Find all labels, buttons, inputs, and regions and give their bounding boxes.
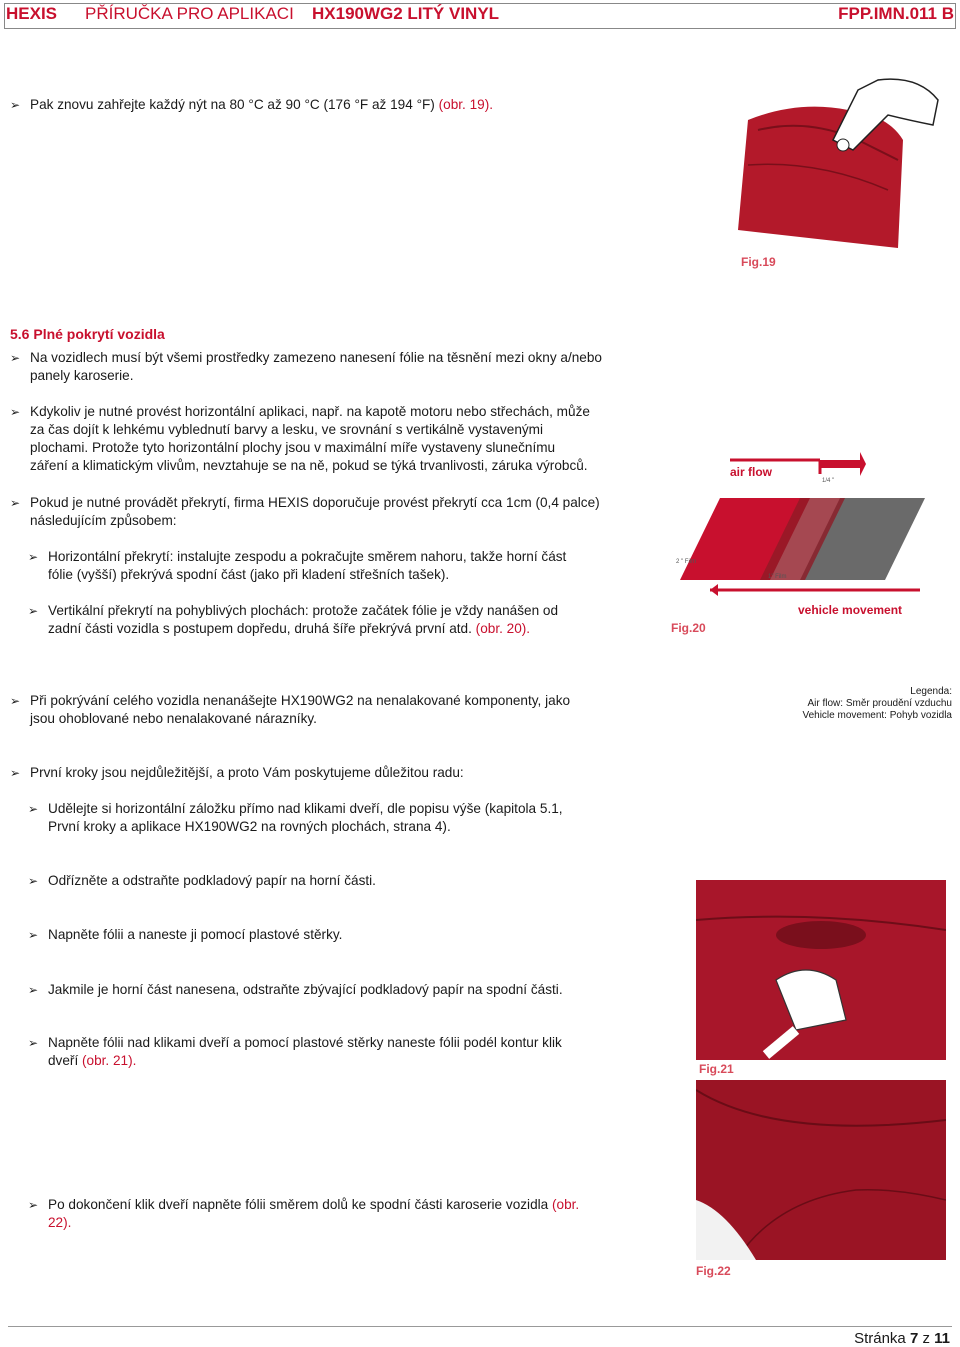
svg-text:2 " Film: 2 " Film [676, 559, 697, 565]
bullet-fold: ➢ Udělejte si horizontální záložku přímo nad klikami dveří, dle popisu výše (kapitola 5.1, První kroky a aplikace HX190WG2 na rovných plochách, strana 4). [28, 801, 563, 834]
bullet-vertical-overlap: ➢ Vertikální překrytí na pohyblivých plochách: protože začátek fólie je vždy nanášen od zadní části vozidla s postupem dopředu, druhá šíře překrývá první atd. (obr. 20). [28, 603, 559, 636]
svg-text:1" Film: 1" Film [768, 574, 787, 580]
bullet-unpainted: ➢ Při pokrývání celého vozidla nenanášejte HX190WG2 na nenalakované komponenty, jako jsou ohoblované nebo nenalakované nárazníky. [10, 693, 571, 726]
bullet-arrow-icon: ➢ [28, 802, 39, 816]
bullet-arrow-icon: ➢ [28, 604, 39, 618]
bullet-remove-paper: ➢ Jakmile je horní část nanesena, odstraňte zbývající podkladový papír na spodní části. [28, 982, 563, 997]
bullet-arrow-icon: ➢ [10, 351, 21, 365]
bullet-arrow-icon: ➢ [28, 874, 39, 888]
figure-21-image [696, 880, 946, 1060]
bullet-arrow-icon: ➢ [28, 1198, 39, 1212]
header-code: FPP.IMN.011 B [838, 4, 954, 23]
bullet-arrow-icon: ➢ [10, 694, 21, 708]
header-brand: HEXIS [6, 4, 58, 23]
page-footer: Stránka 7 z 11 [854, 1330, 950, 1347]
figure-22-label: Fig.22 [696, 1264, 731, 1278]
figure-22-image [696, 1080, 946, 1260]
bullet-arrow-icon: ➢ [10, 766, 21, 780]
bullet-overlap: ➢ Pokud je nutné provádět překrytí, firma HEXIS doporučuje provést překrytí cca 1cm (0,4 palce) následujícím způsobem: [10, 495, 600, 528]
figure-20-label: Fig.20 [671, 621, 706, 635]
footer-divider [8, 1326, 952, 1327]
svg-text:1/4 ": 1/4 " [822, 478, 835, 484]
figure-21-label: Fig.21 [699, 1062, 734, 1076]
bullet-cut-paper: ➢ Odřízněte a odstraňte podkladový papír na horní části. [28, 873, 376, 888]
vehicle-movement-label: vehicle movement [798, 603, 903, 617]
bullet-arrow-icon: ➢ [10, 98, 21, 112]
section-title: 5.6 Plné pokrytí vozidla [10, 326, 165, 342]
bullet-arrow-icon: ➢ [10, 496, 21, 510]
legend: Legenda: Air flow: Směr proudění vzduchu Vehicle movement: Pohyb vozidla [802, 686, 952, 721]
bullet-seals: ➢ Na vozidlech musí být všemi prostředky zamezeno nanesení fólie na těsnění mezi okny a/nebo panely karoserie. [10, 350, 602, 383]
figure-19-label: Fig.19 [741, 255, 776, 269]
bullet-stretch: ➢ Napněte fólii a naneste ji pomocí plastové stěrky. [28, 927, 343, 942]
figure-19-image [738, 70, 943, 250]
bullet-arrow-icon: ➢ [10, 405, 21, 419]
airflow-label: air flow [730, 465, 773, 479]
intro-bullet: ➢ Pak znovu zahřejte každý nýt na 80 °C až 90 °C (176 °F až 194 °F) (obr. 19). [10, 97, 494, 112]
bullet-stretch-down: ➢ Po dokončení klik dveří napněte fólii směrem dolů ke spodní části karoserie vozidla (obr. 22). [28, 1197, 580, 1230]
bullet-first-steps: ➢ První kroky jsou nejdůležitější, a proto Vám poskytujeme důležitou radu: [10, 765, 464, 780]
bullet-horizontal-fading: ➢ Kdykoliv je nutné provést horizontální aplikaci, např. na kapotě motoru nebo střechách, může za čas dojít k lehkému vyblednutí barvy a lesku, ve srovnání s vertikálně vystavenými plochami. Protože tyto horizontální plochy jsou v maximální míře vystaveny slunečnímu záření a klimatickým vlivům, nevztahuje se na ně, pokud se týká trvanlivosti, záruka výrobců. [10, 404, 590, 473]
bullet-door-handles: ➢ Napněte fólii nad klikami dveří a pomocí plastové stěrky naneste fólii podél kontur klik dveří (obr. 21). [28, 1035, 562, 1068]
header-product: HX190WG2 LITÝ VINYL [312, 4, 500, 23]
bullet-arrow-icon: ➢ [28, 1036, 39, 1050]
bullet-horizontal-overlap: ➢ Horizontální překrytí: instalujte zespodu a pokračujte směrem nahoru, takže horní část fólie (vyšší) překrývá spodní část (jako při kladení střešních tašek). [28, 549, 567, 582]
bullet-arrow-icon: ➢ [28, 983, 39, 997]
bullet-arrow-icon: ➢ [28, 550, 39, 564]
bullet-arrow-icon: ➢ [28, 928, 39, 942]
header-title: PŘÍRUČKA PRO APLIKACI [85, 4, 294, 23]
